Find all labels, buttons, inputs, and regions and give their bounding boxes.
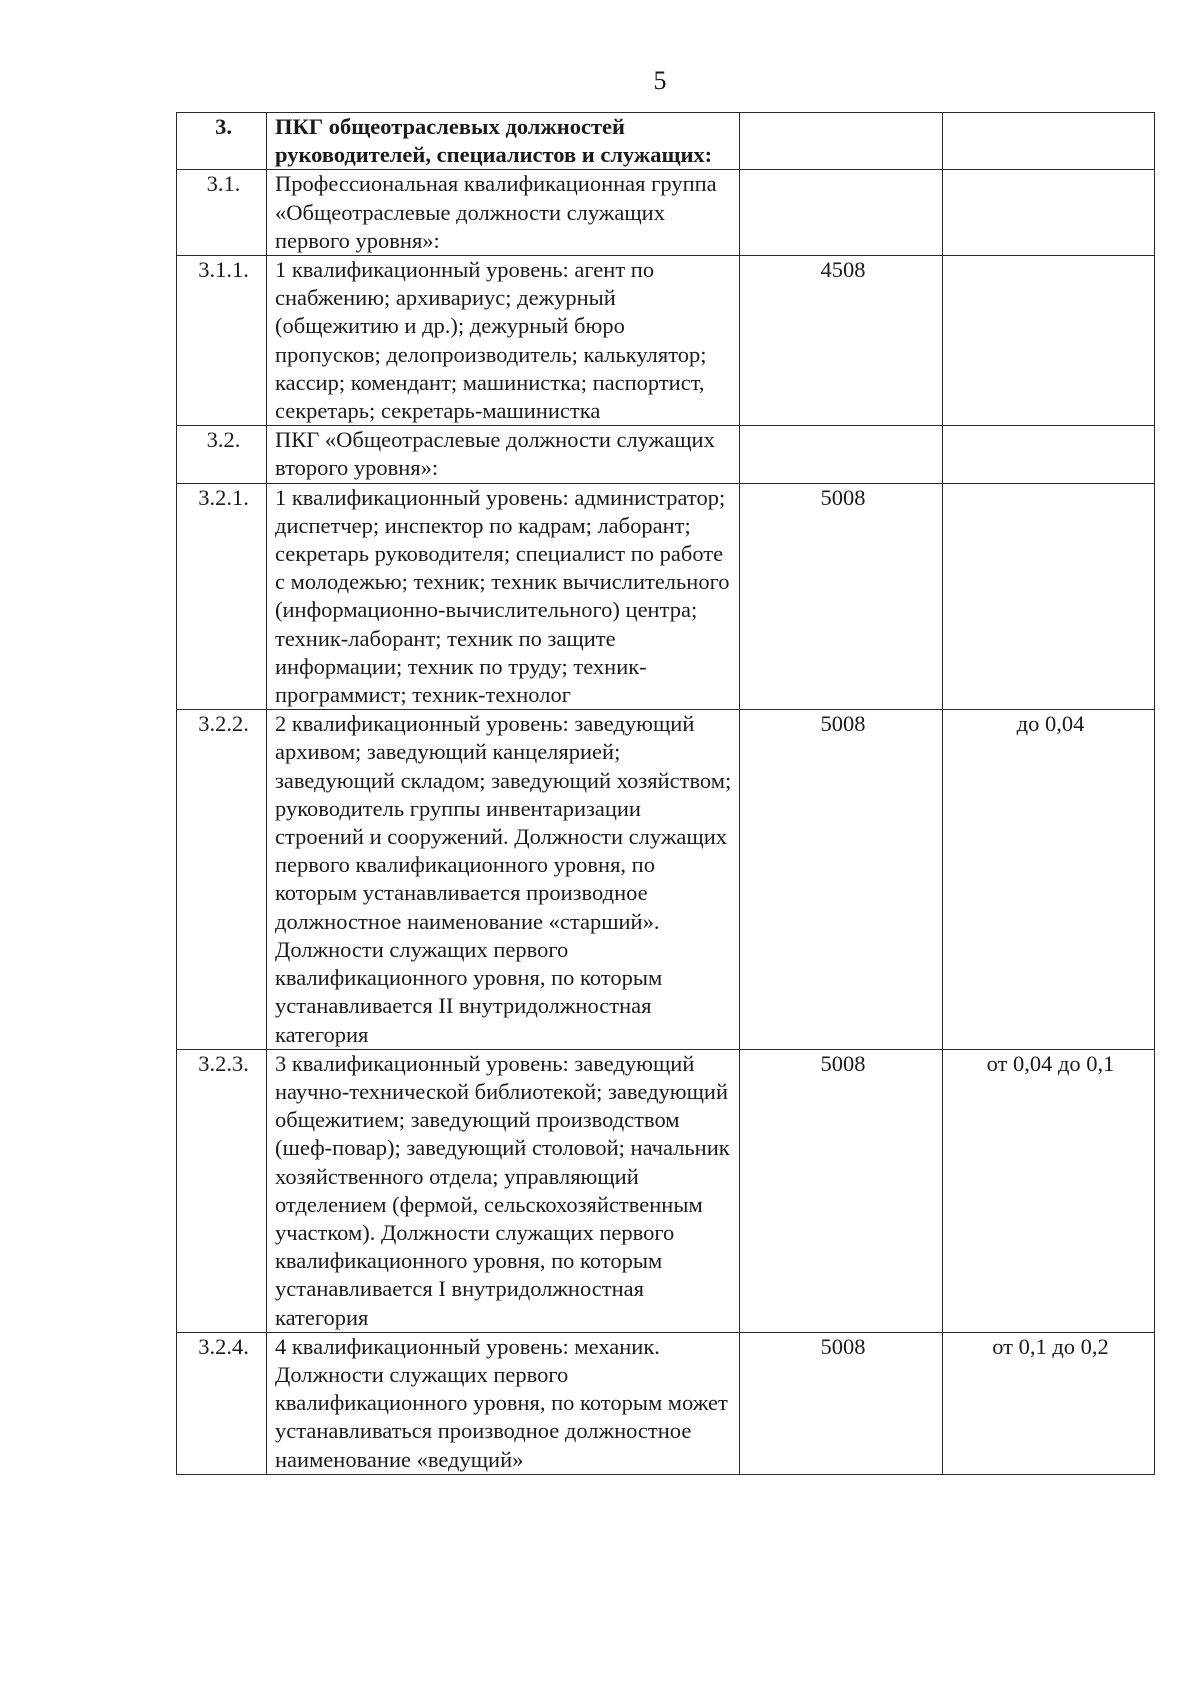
table-row: [177, 426, 1155, 483]
row-coefficient: [943, 113, 1155, 170]
row-title: ПКГ общеотраслевых должностей руководителей, специалистов и служащих:: [267, 113, 740, 170]
row-salary: [740, 426, 943, 483]
qualification-groups-table: [176, 112, 1155, 1475]
row-title: 1 квалификационный уровень: агент по снабжению; архивариус; дежурный (общежитию и др.); дежурный бюро пропусков; делопроизводитель; калькулятор; кассир; комендант; машинистка; паспортист, секретарь; секретарь-машинистка: [267, 256, 740, 426]
row-title: 1 квалификационный уровень: администратор; диспетчер; инспектор по кадрам; лаборант; секретарь руководителя; специалист по работе с молодежью; техник; техник вычислительного (информационно-вычислительного) центра; техник-лаборант; техник по защите информации; техник по труду; техник-программист; техник-технолог: [267, 483, 740, 710]
table-row: [177, 1049, 1155, 1332]
row-salary: [740, 170, 943, 256]
table-row: [177, 170, 1155, 256]
row-salary: 4508: [740, 256, 943, 426]
table-row: [177, 483, 1155, 710]
row-coefficient: до 0,04: [943, 710, 1155, 1049]
row-number: 3.2.4.: [177, 1332, 267, 1474]
table-row: [177, 710, 1155, 1049]
row-number: 3.2.2.: [177, 710, 267, 1049]
row-title: 3 квалификационный уровень: заведующий научно-технической библиотекой; заведующий общежитием; заведующий производством (шеф-повар); заведующий столовой; начальник хозяйственного отдела; управляющий отделением (фермой, сельскохозяйственным участком). Должности служащих первого квалификационного уровня, по которым устанавливается I внутридолжностная категория: [267, 1049, 740, 1332]
row-salary: 5008: [740, 1049, 943, 1332]
row-number: 3.2.1.: [177, 483, 267, 710]
row-number: 3.1.1.: [177, 256, 267, 426]
table-row: [177, 1332, 1155, 1474]
table-row: [177, 256, 1155, 426]
row-title: 2 квалификационный уровень: заведующий архивом; заведующий канцелярией; заведующий складом; заведующий хозяйством; руководитель группы инвентаризации строений и сооружений. Должности служащих первого квалификационного уровня, по которым устанавливается производное должностное наименование «старший». Должности служащих первого квалификационного уровня, по которым устанавливается II внутридолжностная категория: [267, 710, 740, 1049]
row-coefficient: [943, 256, 1155, 426]
row-coefficient: от 0,04 до 0,1: [943, 1049, 1155, 1332]
row-title: 4 квалификационный уровень: механик. Должности служащих первого квалификационного уровня, по которым может устанавливаться производное должностное наименование «ведущий»: [267, 1332, 740, 1474]
page-number: 5: [653, 66, 667, 95]
row-salary: 5008: [740, 483, 943, 710]
row-title: ПКГ «Общеотраслевые должности служащих второго уровня»:: [267, 426, 740, 483]
row-coefficient: [943, 170, 1155, 256]
row-number: 3.1.: [177, 170, 267, 256]
row-number: 3.2.: [177, 426, 267, 483]
row-salary: [740, 113, 943, 170]
row-coefficient: [943, 483, 1155, 710]
row-coefficient: [943, 426, 1155, 483]
table-row: [177, 113, 1155, 170]
row-salary: 5008: [740, 1332, 943, 1474]
row-number: 3.: [177, 113, 267, 170]
row-coefficient: от 0,1 до 0,2: [943, 1332, 1155, 1474]
row-title: Профессиональная квалификационная группа «Общеотраслевые должности служащих первого уровня»:: [267, 170, 740, 256]
row-number: 3.2.3.: [177, 1049, 267, 1332]
row-salary: 5008: [740, 710, 943, 1049]
